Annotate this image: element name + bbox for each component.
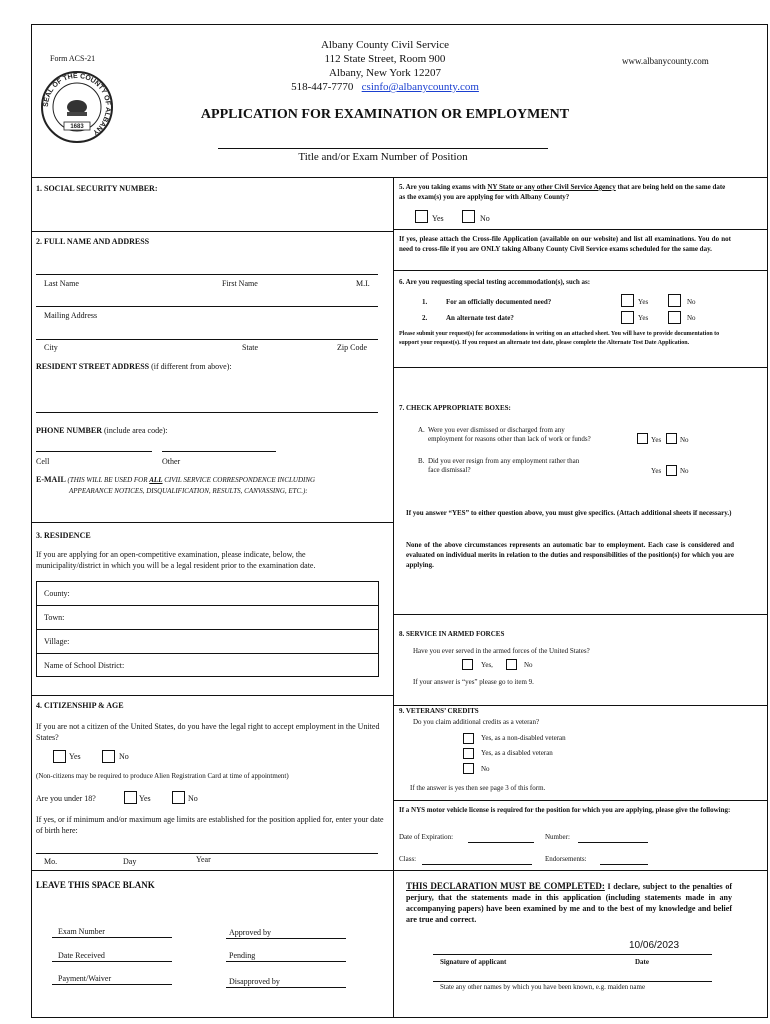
s8-question: Have you ever served in the armed forces of the United States? — [413, 647, 590, 655]
approved-by-label: Approved by — [229, 928, 271, 937]
email-note-3: APPEARANCE NOTICES, DISQUALIFICATION, RESULTS, CANVASSING, ETC.): — [69, 487, 308, 495]
email-label — [36, 474, 386, 497]
divider — [393, 614, 768, 615]
name-line[interactable] — [36, 274, 378, 275]
approved-by-line — [226, 938, 346, 939]
divider — [393, 229, 768, 230]
license-heading: If a NYS motor vehicle license is required for the position for which you are applying, please give the following: — [399, 806, 731, 814]
org-email-link[interactable]: csinfo@albanycounty.com — [361, 81, 479, 93]
s5-yes-label: Yes — [432, 214, 444, 223]
under18-no-checkbox[interactable] — [172, 791, 185, 804]
seal-year: 1683 — [70, 124, 84, 130]
position-title-line[interactable] — [218, 148, 548, 149]
email-field[interactable] — [36, 497, 386, 517]
form-id: Form ACS-21 — [50, 54, 96, 63]
s7-b-label: B. — [418, 457, 425, 465]
resident-bold: RESIDENT STREET ADDRESS — [36, 362, 150, 371]
s1-heading: 1. SOCIAL SECURITY NUMBER: — [36, 184, 158, 193]
divider — [31, 231, 393, 232]
phone-bold: PHONE NUMBER — [36, 426, 102, 435]
s9-opt2-label: Yes, as a disabled veteran — [481, 749, 553, 757]
s4-note: (Non-citizens may be required to produce Alien Registration Card at time of appointment) — [36, 772, 289, 780]
s2-heading: 2. FULL NAME AND ADDRESS — [36, 237, 150, 246]
blank-heading: LEAVE THIS SPACE BLANK — [36, 880, 155, 890]
s8-heading: 8. SERVICE IN ARMED FORCES — [399, 630, 505, 638]
s5-q-post: that are being held on the same date as the exam(s) you are applying for with Albany County? — [399, 183, 726, 201]
s7-a-no-checkbox[interactable] — [666, 433, 677, 444]
s5-q-ul: NY State or any other Civil Service Agency — [487, 183, 616, 191]
under18-yes-label: Yes — [139, 794, 151, 803]
s5-question — [399, 182, 731, 202]
resident-address-label — [36, 362, 232, 371]
s7-specifics: If you answer “YES” to either question above, you must give specifics. (Attach additional sheets if necessary.) — [406, 509, 732, 517]
s7-a-no-label: No — [680, 436, 689, 444]
org-phone: 518-447-7770 — [291, 81, 354, 93]
divider — [31, 695, 393, 696]
s8-yes-label: Yes, — [481, 661, 493, 669]
s6-item1-yes-label: Yes — [638, 298, 649, 306]
s5-q-pre: 5. Are you taking exams with — [399, 183, 488, 191]
email-note-1: (THIS WILL BE USED FOR — [65, 476, 150, 484]
citizen-no-checkbox[interactable] — [102, 750, 115, 763]
s3-text: If you are applying for an open-competitive examination, please indicate, below, the municipality/district in which you will be a legal resident prior to the examination date. — [36, 550, 316, 570]
under18-no-label: No — [188, 794, 198, 803]
mi-label: M.I. — [356, 279, 370, 288]
header-divider — [31, 177, 768, 178]
date-received-line — [52, 961, 172, 962]
org-website[interactable]: www.albanycounty.com — [622, 56, 709, 66]
dob-year-label: Year — [196, 855, 211, 864]
divider — [393, 270, 768, 271]
zip-label: Zip Code — [337, 343, 367, 352]
first-name-label: First Name — [222, 279, 258, 288]
s6-item1: For an officially documented need? — [446, 298, 552, 306]
ssn-field[interactable] — [36, 195, 386, 225]
s7-b-no-label: No — [680, 467, 689, 475]
s9-question: Do you claim additional credits as a veteran? — [413, 718, 540, 726]
dob-day-label: Day — [123, 857, 137, 866]
other-names-label: State any other names by which you have been known, e.g. maiden name — [440, 983, 646, 991]
citizen-yes-checkbox[interactable] — [53, 750, 66, 763]
s6-item1-no-label: No — [687, 298, 696, 306]
date-received-label: Date Received — [58, 951, 105, 960]
s8-no-label: No — [524, 661, 533, 669]
s6-item1-yes-checkbox[interactable] — [621, 294, 634, 307]
license-class-label: Class: — [399, 855, 417, 863]
declaration-date-value[interactable]: 10/06/2023 — [629, 940, 680, 951]
form-outer-border — [31, 24, 768, 1018]
s9-opt3-label: No — [481, 765, 490, 773]
declaration-text — [406, 881, 732, 925]
org-address-block — [250, 38, 520, 80]
mailing-label: Mailing Address — [44, 311, 98, 320]
s7-a-line2: employment for reasons other than lack of work or funds? — [428, 435, 591, 443]
license-endorsements-field[interactable] — [600, 864, 648, 865]
s7-bar-note: None of the above circumstances represents an automatic bar to employment. Each case is considered and evaluated on individual merits in relation to the duties and responsibilities of the position(s) for which you are applying. — [406, 541, 734, 569]
s7-a-label: A. — [418, 426, 425, 434]
s6-note: Please submit your request(s) for accommodations in writing on an attached sheet. You will have to provide documentation to support your request(s). If you request an alternate test date, please complete the Alternate Test Date Application. — [399, 331, 720, 346]
divider — [36, 653, 379, 654]
cell-label: Cell — [36, 457, 50, 466]
license-endorsements-label: Endorsements: — [545, 855, 587, 863]
divider — [36, 629, 379, 630]
s4-q2: Are you under 18? — [36, 794, 96, 803]
s6-item2-yes-checkbox[interactable] — [621, 311, 634, 324]
license-class-field[interactable] — [422, 864, 532, 865]
date-label: Date — [635, 958, 649, 966]
divider — [31, 522, 393, 523]
email-bold: E-MAIL — [36, 475, 66, 484]
s8-note: If your answer is “yes” please go to item 9. — [413, 678, 534, 686]
resident-address-line[interactable] — [36, 412, 378, 413]
s6-item2-num: 2. — [422, 314, 428, 322]
cell-line[interactable] — [36, 451, 152, 452]
divider — [31, 870, 768, 871]
s6-item2-no-label: No — [687, 314, 696, 322]
s4-heading: 4. CITIZENSHIP & AGE — [36, 701, 124, 710]
town-field[interactable]: Town: — [44, 613, 65, 622]
s7-b-line2: face dismissal? — [428, 466, 471, 474]
school-district-field[interactable]: Name of School District: — [44, 661, 125, 670]
exam-number-label: Exam Number — [58, 927, 105, 936]
column-divider — [393, 177, 394, 1018]
s5-yes-checkbox[interactable] — [415, 210, 428, 223]
s7-a-line1: Were you ever dismissed or discharged from any — [428, 426, 565, 434]
other-names-line[interactable] — [433, 981, 712, 982]
s6-item1-no-checkbox[interactable] — [668, 294, 681, 307]
org-street: 112 State Street, Room 900 — [324, 53, 446, 65]
s7-heading: 7. CHECK APPROPRIATE BOXES: — [399, 404, 511, 412]
city-label: City — [44, 343, 58, 352]
payment-line — [52, 984, 172, 985]
s5-note: If yes, please attach the Cross-file Application (available on our website) and list all examinations. You do not need to cross-file if you are ONLY taking Albany County Civil Service exams scheduled for the same day. — [399, 235, 731, 253]
s9-opt1-checkbox[interactable] — [463, 733, 474, 744]
divider — [393, 705, 768, 706]
license-expiration-label: Date of Expiration: — [399, 833, 454, 841]
s9-opt1-label: Yes, as a non-disabled veteran — [481, 734, 566, 742]
phone-rest: (include area code): — [102, 426, 168, 435]
state-label: State — [242, 343, 258, 352]
payment-label: Payment/Waiver — [58, 974, 112, 983]
org-name: Albany County Civil Service — [320, 39, 449, 51]
email-note-all: ALL — [149, 476, 163, 484]
s4-q1: If you are not a citizen of the United States, do you have the legal right to accept employment in the United States? — [36, 722, 380, 742]
mailing-line[interactable] — [36, 306, 378, 307]
s6-item2-no-checkbox[interactable] — [668, 311, 681, 324]
last-name-label: Last Name — [44, 279, 79, 288]
position-caption: Title and/or Exam Number of Position — [298, 151, 468, 163]
page-title: APPLICATION FOR EXAMINATION OR EMPLOYMENT — [200, 107, 570, 122]
declaration-body: I declare, subject to the penalties of perjury, that the statements made in this application (including statements made in any accompanying papers) have been examined by me and to the best of my knowledge and belief are true and correct. — [406, 882, 733, 924]
divider — [36, 605, 379, 606]
s8-yes-checkbox[interactable] — [462, 659, 473, 670]
s9-opt3-checkbox[interactable] — [463, 763, 474, 774]
signature-label: Signature of applicant — [440, 958, 507, 966]
s6-item1-num: 1. — [422, 298, 428, 306]
disapproved-by-label: Disapproved by — [229, 977, 280, 986]
pending-line — [226, 961, 346, 962]
s6-item2: An alternate test date? — [446, 314, 514, 322]
contact-line — [250, 81, 520, 93]
s5-no-label: No — [480, 214, 490, 223]
divider — [393, 800, 768, 801]
license-number-label: Number: — [545, 833, 570, 841]
s8-no-checkbox[interactable] — [506, 659, 517, 670]
county-field[interactable]: County: — [44, 589, 70, 598]
village-field[interactable]: Village: — [44, 637, 70, 646]
pending-label: Pending — [229, 951, 256, 960]
city-line[interactable] — [36, 339, 378, 340]
s3-heading: 3. RESIDENCE — [36, 531, 91, 540]
s5-no-checkbox[interactable] — [462, 210, 475, 223]
dob-line[interactable] — [36, 853, 378, 854]
disapproved-by-line — [226, 987, 346, 988]
s7-b-yes-label: Yes — [651, 467, 662, 475]
license-expiration-field[interactable] — [468, 842, 534, 843]
s7-b-line1: Did you ever resign from any employment rather than — [428, 457, 580, 465]
license-number-field[interactable] — [578, 842, 648, 843]
divider — [393, 367, 768, 368]
signature-line[interactable] — [433, 954, 712, 955]
s6-item2-yes-label: Yes — [638, 314, 649, 322]
under18-yes-checkbox[interactable] — [124, 791, 137, 804]
s7-b-no-checkbox[interactable] — [666, 465, 677, 476]
other-label: Other — [162, 457, 181, 466]
dob-month-label: Mo. — [44, 857, 58, 866]
citizen-no-label: No — [119, 752, 129, 761]
s7-a-yes-checkbox[interactable] — [637, 433, 648, 444]
s7-a-yes-label: Yes — [651, 436, 662, 444]
email-note-2: CIVIL SERVICE CORRESPONDENCE INCLUDING — [162, 476, 316, 484]
s4-q3: If yes, or if minimum and/or maximum age limits are established for the position applied for, enter your date of birth here: — [36, 815, 384, 835]
exam-number-line — [52, 937, 172, 938]
seal-text: SEAL OF THE COUNTY OF ALBANY — [42, 72, 112, 136]
other-line[interactable] — [162, 451, 276, 452]
phone-label — [36, 426, 168, 435]
citizen-yes-label: Yes — [69, 752, 81, 761]
s9-opt2-checkbox[interactable] — [463, 748, 474, 759]
org-city: Albany, New York 12207 — [328, 67, 442, 79]
resident-rest: (if different from above): — [149, 362, 232, 371]
s9-note: If the answer is yes then see page 3 of this form. — [410, 784, 546, 792]
s9-heading: 9. VETERANS’ CREDITS — [399, 707, 479, 715]
declaration-heading: THIS DECLARATION MUST BE COMPLETED: — [406, 881, 605, 891]
s6-heading: 6. Are you requesting special testing accommodation(s), such as: — [399, 278, 591, 286]
